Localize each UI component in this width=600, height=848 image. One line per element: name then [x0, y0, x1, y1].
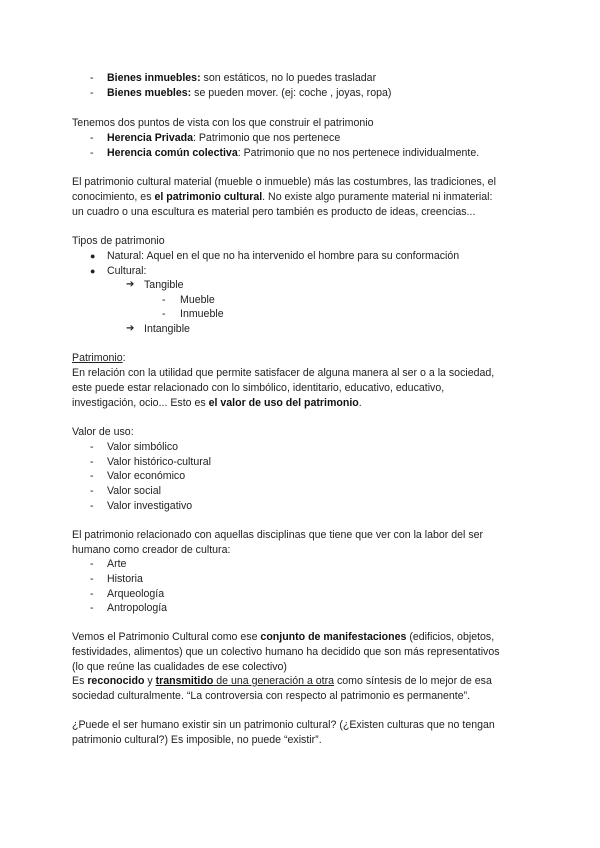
- list-item: Cultural:: [107, 265, 147, 277]
- paragraph-line: sociedad culturalmente. “La controversia con respecto al patrimonio es permanente”.: [72, 690, 471, 702]
- list-dash: -: [90, 456, 94, 468]
- list-item: Natural: Aquel en el que no ha intervenido el hombre para su conformación: [107, 250, 460, 262]
- list-dash: -: [90, 147, 94, 159]
- paragraph-line: [72, 396, 362, 411]
- list-dash: -: [90, 485, 94, 497]
- list-dash: -: [90, 132, 94, 144]
- text-run: investigación, ocio... Esto es: [72, 397, 209, 409]
- list-text: : Patrimonio que nos pertenece: [192, 132, 341, 144]
- list-dash: -: [90, 470, 94, 482]
- list-term: Bienes muebles:: [107, 87, 192, 99]
- text-run: Es: [72, 675, 88, 687]
- list-text: son estáticos, no lo puedes trasladar: [200, 72, 377, 84]
- section-title: [72, 351, 126, 366]
- list-term: Herencia Privada: [107, 132, 193, 144]
- list-dash: -: [90, 602, 94, 614]
- paragraph-line: El patrimonio cultural material (mueble o inmueble) más las costumbres, las tradiciones, el: [72, 176, 496, 188]
- list-item: Valor social: [107, 485, 161, 497]
- paragraph-line: este puede estar relacionado con lo simbólico, identitario, educativo, educativo,: [72, 382, 445, 394]
- paragraph-line: un cuadro o una escultura es material pero también es producto de ideas, creencias...: [72, 206, 476, 218]
- text-run: y: [144, 675, 156, 687]
- list-item: Tangible: [144, 279, 184, 291]
- section-title: Tipos de patrimonio: [72, 235, 165, 247]
- list-item: [107, 71, 376, 86]
- list-dash: -: [90, 588, 94, 600]
- bold-text: reconocido: [87, 675, 145, 687]
- paragraph-line: ¿Puede el ser humano existir sin un patrimonio cultural? (¿Existen culturas que no tengan: [72, 719, 495, 731]
- text-run: . No existe algo puramente material ni inmaterial:: [262, 191, 493, 203]
- text-run: .: [358, 397, 362, 409]
- list-item: Valor investigativo: [107, 500, 193, 512]
- list-item: Inmueble: [180, 308, 224, 320]
- arrow-right-icon: ➔: [126, 323, 135, 334]
- list-item: Valor económico: [107, 470, 186, 482]
- bold-text: el patrimonio cultural: [154, 191, 263, 203]
- list-item: Intangible: [144, 323, 190, 335]
- text-run: Vemos el Patrimonio Cultural como ese: [72, 631, 261, 643]
- arrow-right-icon: ➔: [126, 279, 135, 290]
- list-item: Valor histórico-cultural: [107, 456, 212, 468]
- list-dash: -: [90, 573, 94, 585]
- paragraph-line: Tenemos dos puntos de vista con los que construir el patrimonio: [72, 117, 374, 129]
- paragraph-line: festividades, alimentos) que un colectivo humano ha decidido que son más representativos: [72, 646, 500, 658]
- paragraph-line: [72, 190, 492, 205]
- list-dash: -: [162, 294, 166, 306]
- text-run: (edificios, objetos,: [406, 631, 495, 643]
- section-title: Valor de uso:: [72, 426, 134, 438]
- list-item: [107, 146, 479, 161]
- list-item: Historia: [107, 573, 143, 585]
- bold-underlined-text: transmitido: [155, 675, 214, 687]
- paragraph-line: [72, 674, 492, 689]
- list-term: Herencia común colectiva: [107, 147, 238, 159]
- list-dash: -: [90, 500, 94, 512]
- list-dash: -: [162, 308, 166, 320]
- list-item: [107, 86, 391, 101]
- bold-text: el valor de uso del patrimonio: [208, 397, 359, 409]
- text-run: conocimiento, es: [72, 191, 155, 203]
- list-dash: -: [90, 72, 94, 84]
- paragraph-line: humano como creador de cultura:: [72, 544, 231, 556]
- text-run: :: [122, 352, 126, 364]
- underlined-text: de una generación a otra: [213, 675, 335, 687]
- paragraph-line: [72, 630, 494, 645]
- list-dash: -: [90, 558, 94, 570]
- list-item: [107, 131, 340, 146]
- list-item: Mueble: [180, 294, 215, 306]
- list-term: Bienes inmuebles:: [107, 72, 201, 84]
- list-item: Valor simbólico: [107, 441, 179, 453]
- list-text: : Patrimonio que no nos pertenece individualmente.: [237, 147, 480, 159]
- underlined-title: Patrimonio: [72, 352, 123, 364]
- list-item: Arte: [107, 558, 127, 570]
- bold-text: conjunto de manifestaciones: [260, 631, 407, 643]
- bullet-icon: ●: [90, 251, 96, 261]
- list-item: Arqueología: [107, 588, 165, 600]
- bullet-icon: ●: [90, 266, 96, 276]
- list-item: Antropología: [107, 602, 168, 614]
- paragraph-line: (lo que reúne las cualidades de ese colectivo): [72, 661, 287, 673]
- list-dash: -: [90, 87, 94, 99]
- paragraph-line: patrimonio cultural?) Es imposible, no puede “existir”.: [72, 734, 322, 746]
- list-text: se pueden mover. (ej: coche , joyas, ropa): [191, 87, 392, 99]
- paragraph-line: En relación con la utilidad que permite satisfacer de alguna manera al ser o a la sociedad,: [72, 367, 495, 379]
- text-run: como síntesis de lo mejor de esa: [334, 675, 492, 687]
- list-dash: -: [90, 441, 94, 453]
- paragraph-line: El patrimonio relacionado con aquellas disciplinas que tiene que ver con la labor del ser: [72, 529, 484, 541]
